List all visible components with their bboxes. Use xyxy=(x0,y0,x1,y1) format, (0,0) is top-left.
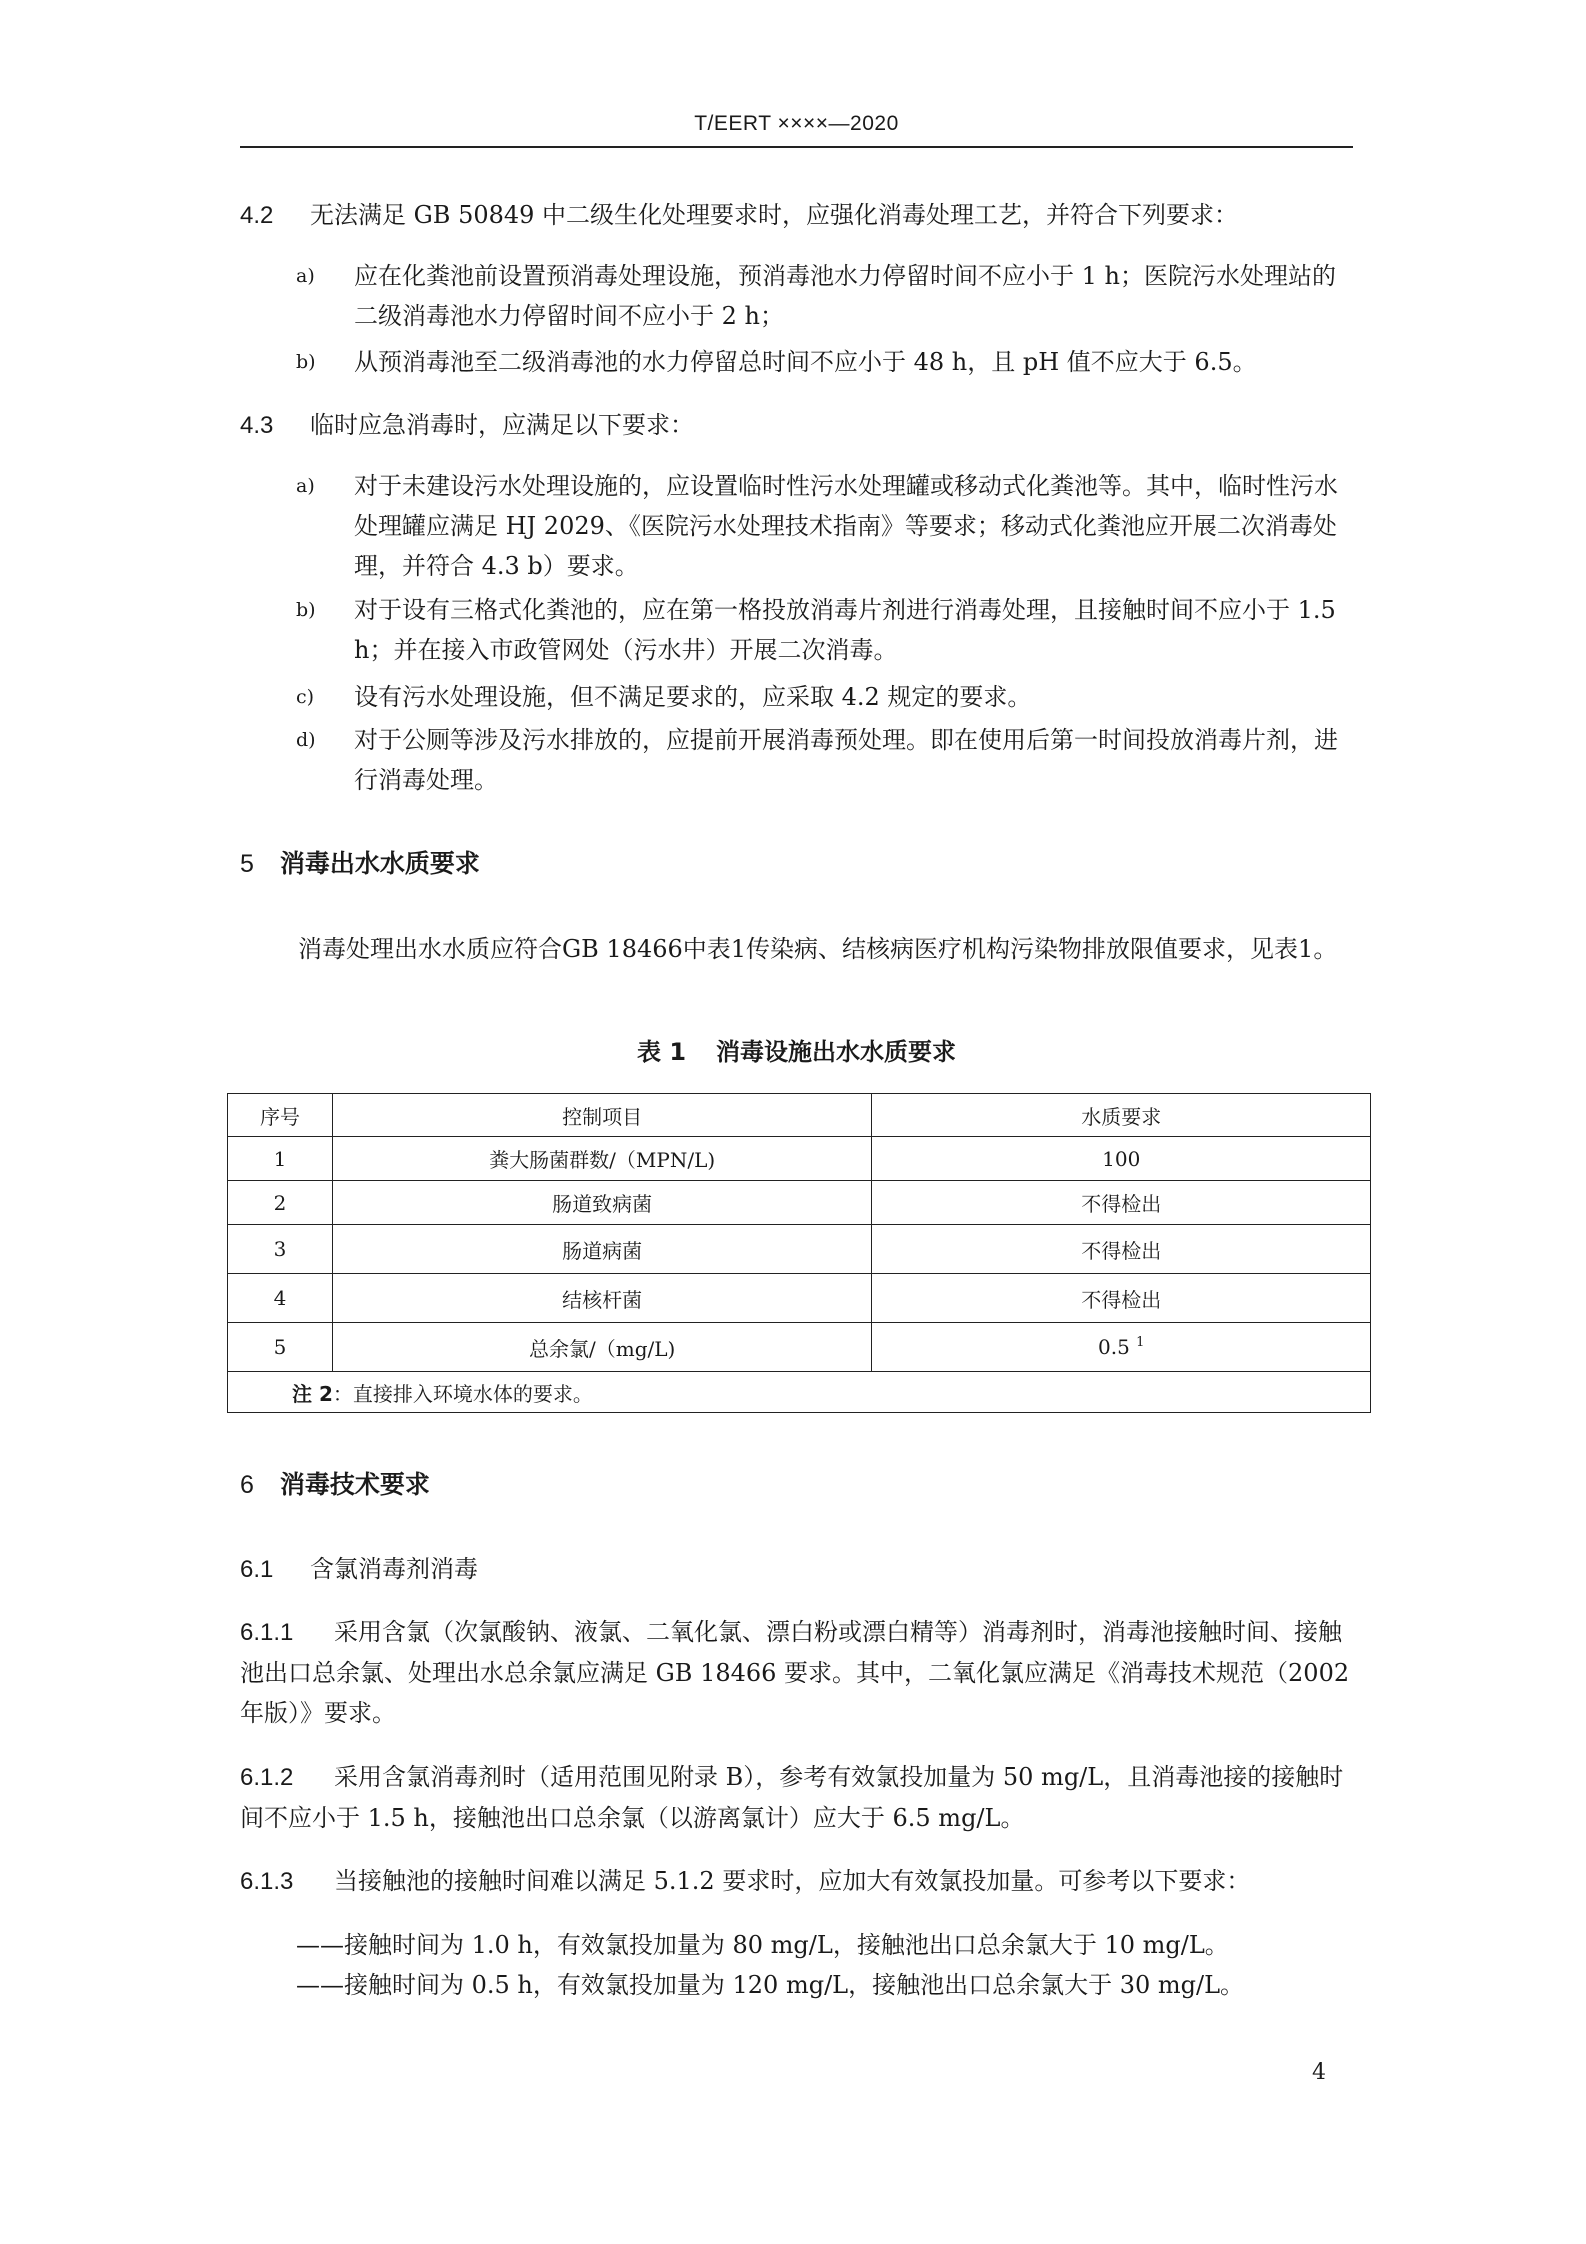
clause-4-3 xyxy=(240,405,1353,446)
list-item-label: d) xyxy=(296,729,316,751)
requirement-value: 0.5 xyxy=(1098,1335,1130,1359)
header-cell-number: 序号 xyxy=(228,1094,333,1137)
list-item xyxy=(296,342,1356,382)
cell-number: 1 xyxy=(228,1137,333,1181)
list-item-text: 应在化粪池前设置预消毒处理设施，预消毒池水力停留时间不应小于 1 h；医院污水处理站的二级消毒池水力停留时间不应小于 2 h； xyxy=(354,262,1336,330)
header-rule xyxy=(240,146,1353,148)
clause-text: 采用含氯（次氯酸钠、液氯、二氧化氯、漂白粉或漂白精等）消毒剂时，消毒池接触时间、接触池出口总余氯、处理出水总余氯应满足 GB 18466 要求。其中，二氧化氯应满足《消毒技术规范（2002 年版）》要求。 xyxy=(240,1618,1350,1727)
clause-text: 采用含氯消毒剂时（适用范围见附录 B），参考有效氯投加量为 50 mg/L，且消毒池接的接触时间不应小于 1.5 h，接触池出口总余氯（以游离氯计）应大于 6.5 mg/L。 xyxy=(240,1763,1344,1832)
water-quality-table xyxy=(227,1093,1371,1413)
section-5-heading xyxy=(240,844,480,884)
table-title xyxy=(240,1032,1353,1067)
header-cell-item: 控制项目 xyxy=(332,1094,872,1137)
dash-list-item: ——接触时间为 1.0 h，有效氯投加量为 80 mg/L，接触池出口总余氯大于 10 mg/L。 xyxy=(296,1931,1229,1959)
clause-4-2 xyxy=(240,195,1353,236)
list-item-text: 对于未建设污水处理设施的，应设置临时性污水处理罐或移动式化粪池等。其中，临时性污水处理罐应满足 HJ 2029、《医院污水处理技术指南》等要求；移动式化粪池应开展二次消毒处理，并符合 4.3 b）要求。 xyxy=(354,472,1338,580)
list-item xyxy=(296,677,1356,717)
list-item-label: b) xyxy=(296,351,316,373)
cell-item: 结核杆菌 xyxy=(332,1274,872,1323)
cell-item: 肠道病菌 xyxy=(332,1225,872,1274)
table-title-text: 消毒设施出水水质要求 xyxy=(716,1038,957,1066)
clause-number: 6.1 xyxy=(240,1556,274,1583)
list-item-label: a) xyxy=(296,475,315,497)
list-item xyxy=(296,720,1356,800)
footnote-marker: 1 xyxy=(1136,1335,1145,1350)
page-number: 4 xyxy=(1312,2060,1326,2085)
cell-requirement xyxy=(872,1323,1371,1372)
table-row xyxy=(228,1137,1371,1181)
table-row xyxy=(228,1323,1371,1372)
clause-6-1-2 xyxy=(240,1757,1353,1838)
section-title: 消毒技术要求 xyxy=(279,1470,430,1499)
cell-number: 2 xyxy=(228,1181,333,1225)
table-header-row xyxy=(228,1094,1371,1137)
table-row xyxy=(228,1181,1371,1225)
cell-requirement: 100 xyxy=(872,1137,1371,1181)
clause-text: 当接触池的接触时间难以满足 5.1.2 要求时，应加大有效氯投加量。可参考以下要求： xyxy=(334,1867,1251,1895)
table-title-number: 表 1 xyxy=(636,1038,687,1066)
clause-6-1-3 xyxy=(240,1861,1353,1902)
section-number: 6 xyxy=(240,1471,254,1499)
cell-number: 5 xyxy=(228,1323,333,1372)
list-item-text: 从预消毒池至二级消毒池的水力停留总时间不应小于 48 h，且 pH 值不应大于 6.5。 xyxy=(354,348,1257,376)
dash-list-item: ——接触时间为 0.5 h，有效氯投加量为 120 mg/L，接触池出口总余氯大于 30 mg/L。 xyxy=(296,1971,1245,1999)
section-title: 消毒出水水质要求 xyxy=(279,849,480,878)
list-item-text: 对于公厕等涉及污水排放的，应提前开展消毒预处理。即在使用后第一时间投放消毒片剂，进行消毒处理。 xyxy=(354,726,1338,794)
cell-number: 3 xyxy=(228,1225,333,1274)
clause-number: 6.1.2 xyxy=(240,1764,294,1791)
list-item-text: 设有污水处理设施，但不满足要求的，应采取 4.2 规定的要求。 xyxy=(354,683,1032,711)
list-item xyxy=(296,256,1356,336)
list-item-label: c) xyxy=(296,686,315,708)
note-label: 注 2 xyxy=(292,1381,333,1406)
table-row xyxy=(228,1274,1371,1323)
cell-item: 粪大肠菌群数/（MPN/L) xyxy=(332,1137,872,1181)
note-text: ：直接排入环境水体的要求。 xyxy=(332,1381,593,1406)
clause-number: 4.3 xyxy=(240,412,274,439)
section-5-text: 消毒处理出水水质应符合GB 18466中表1传染病、结核病医疗机构污染物排放限值要求，见表1。 xyxy=(298,935,1338,963)
list-item xyxy=(296,590,1356,670)
cell-item: 肠道致病菌 xyxy=(332,1181,872,1225)
cell-item: 总余氯/（mg/L) xyxy=(332,1323,872,1372)
clause-number: 6.1.3 xyxy=(240,1868,294,1895)
page-header: T/EERT ××××—2020 xyxy=(694,112,899,135)
table-row xyxy=(228,1225,1371,1274)
table-note-row xyxy=(228,1372,1371,1413)
cell-requirement: 不得检出 xyxy=(872,1274,1371,1323)
clause-number: 6.1.1 xyxy=(240,1619,294,1646)
clause-text: 临时应急消毒时，应满足以下要求： xyxy=(310,411,694,439)
table-note xyxy=(228,1372,1371,1413)
section-number: 5 xyxy=(240,850,254,878)
clause-number: 4.2 xyxy=(240,202,274,229)
clause-text: 含氯消毒剂消毒 xyxy=(310,1555,478,1583)
clause-text: 无法满足 GB 50849 中二级生化处理要求时，应强化消毒处理工艺，并符合下列要求： xyxy=(310,201,1239,229)
list-item xyxy=(296,466,1356,586)
list-item-text: 对于设有三格式化粪池的，应在第一格投放消毒片剂进行消毒处理，且接触时间不应小于 1.5 h；并在接入市政管网处（污水井）开展二次消毒。 xyxy=(354,596,1336,664)
cell-requirement: 不得检出 xyxy=(872,1225,1371,1274)
clause-6-1-1 xyxy=(240,1612,1353,1733)
list-item-label: b) xyxy=(296,599,316,621)
header-cell-requirement: 水质要求 xyxy=(872,1094,1371,1137)
clause-6-1 xyxy=(240,1549,1353,1590)
cell-number: 4 xyxy=(228,1274,333,1323)
cell-requirement: 不得检出 xyxy=(872,1181,1371,1225)
section-6-heading xyxy=(240,1465,430,1505)
list-item-label: a) xyxy=(296,265,315,287)
